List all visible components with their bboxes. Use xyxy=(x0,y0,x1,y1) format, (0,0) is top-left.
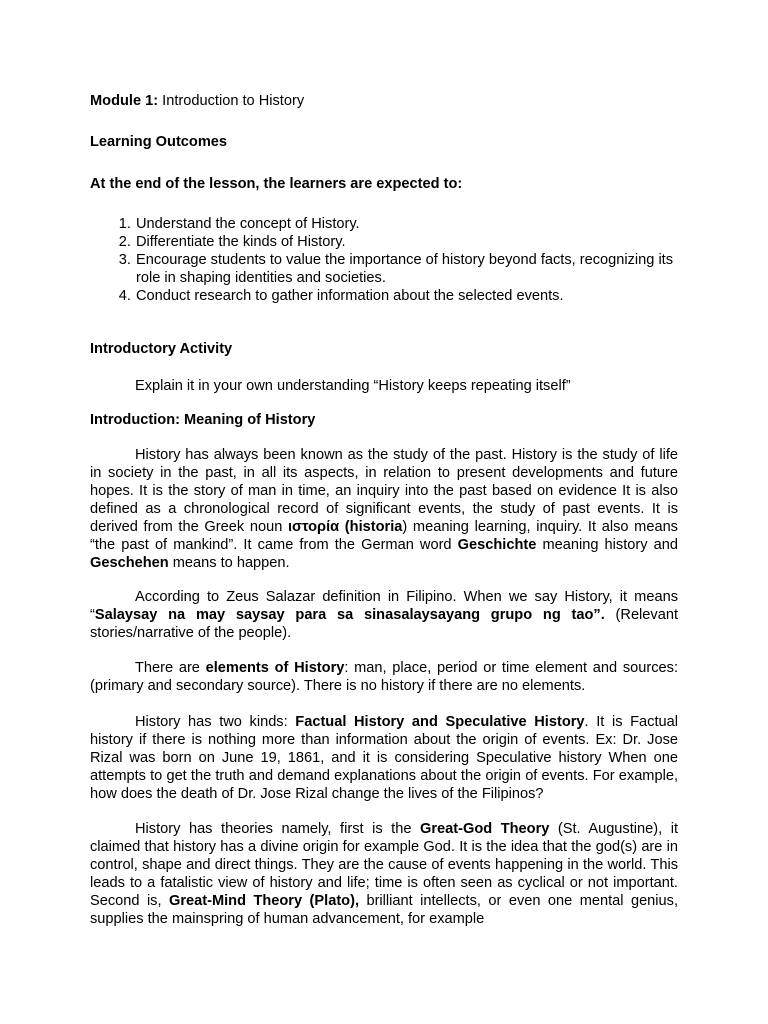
paragraph-theories: History has theories namely, first is the Great-God Theory (St. Augustine), it claimed that history has a divine origin for example God. It is the idea that the god(s) are in control, shape and direct things. They are the cause of events happening in the world. This leads to a fatalistic view of history and life; time is often seen as cyclical or not important. Second is, Great-Mind Theory (Plato), brilliant intellects, or even one mental genius, supplies the mainspring of human advancement, for example xyxy=(90,821,679,927)
paragraph-salazar: According to Zeus Salazar definition in Filipino. When we say History, it means “Salaysay na may saysay para sa sinasalaysayang grupo ng tao”. (Relevant stories/narrative of the people). xyxy=(90,589,678,641)
paragraph-elements: There are elements of History: man, place, period or time element and sources: (primary and secondary source). There is no history if there are no elements. xyxy=(90,660,679,694)
introduction-heading: Introduction: Meaning of History xyxy=(90,412,316,428)
introductory-activity-heading: Introductory Activity xyxy=(90,341,233,357)
learning-outcomes-list xyxy=(90,215,678,305)
list-item: 4. Conduct research to gather information about the selected events. xyxy=(135,287,678,305)
module-name: Introduction to History xyxy=(162,93,305,109)
module-label: Module 1: xyxy=(90,93,159,109)
list-item: 1. Understand the concept of History. xyxy=(135,215,678,233)
list-item: 3. Encourage students to value the importance of history beyond facts, recognizing its role in shaping identities and societies. xyxy=(135,251,678,287)
module-title xyxy=(90,92,304,110)
paragraph-meaning: History has always been known as the study of the past. History is the study of life in society in the past, in all its aspects, in relation to present developments and future hopes. It is the story of man in time, an inquiry into the past based on evidence It is also defined as a chronological record of significant events, the study of past events. It is derived from the Greek noun ιστορία (historia) meaning learning, inquiry. It also means “the past of mankind”. It came from the German word Geschichte meaning history and Geschehen means to happen. xyxy=(90,447,678,571)
list-item: 2. Differentiate the kinds of History. xyxy=(135,233,678,251)
learning-outcomes-heading: Learning Outcomes xyxy=(90,134,228,150)
paragraph-kinds: History has two kinds: Factual History and Speculative History. It is Factual history if there is nothing more than information about the origin of events. Ex: Dr. Jose Rizal was born on June 19, 1861, and it is considering Speculative history When one attempts to get the truth and demand explanations about the origin of events. For example, how does the death of Dr. Jose Rizal change the lives of the Filipinos? xyxy=(90,714,678,802)
learning-outcomes-lead: At the end of the lesson, the learners are expected to: xyxy=(90,176,463,192)
introductory-activity-instruction: Explain it in your own understanding “History keeps repeating itself” xyxy=(135,378,571,394)
